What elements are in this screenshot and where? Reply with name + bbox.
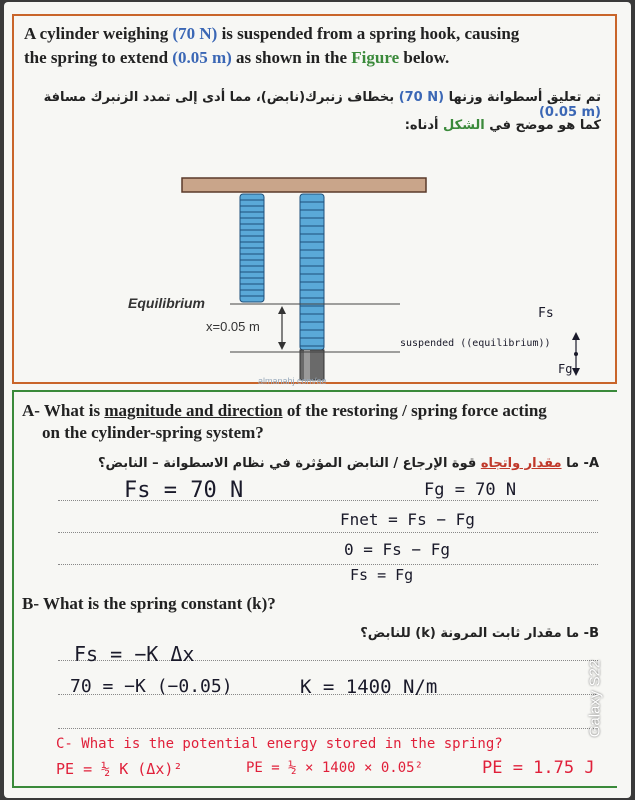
intro-text: below.: [399, 48, 450, 67]
answer-a-fnet: Fnet = Fs − Fg: [340, 510, 475, 529]
answer-b-l2: 70 = −K (−0.05): [70, 676, 233, 697]
intro-text: the spring to extend: [24, 48, 173, 67]
fg-label: Fg: [558, 362, 573, 376]
answer-b-l1: Fs = −K Δx: [74, 642, 195, 666]
qa-underlined: magnitude and direction: [104, 401, 283, 420]
question-c: C- What is the potential energy stored in the spring?: [56, 736, 503, 752]
answer-c-pe3: PE = 1.75 J: [482, 758, 595, 778]
ar-weight: (70 N): [398, 90, 445, 105]
qa-text: A- What is: [22, 401, 105, 420]
answer-line: [58, 728, 598, 729]
answer-c-pe1: PE = ½ K (Δx)²: [56, 760, 183, 778]
question-a-ar: [39, 456, 599, 471]
spring-figure: [14, 166, 615, 382]
fs-label: Fs: [538, 306, 554, 321]
answer-c-pe2: PE = ½ × 1400 × 0.05²: [246, 760, 424, 776]
site-watermark: almanahj.com/ae: [258, 376, 327, 386]
equilibrium-label: Equilibrium: [128, 295, 205, 311]
problem-statement-ar-2: [31, 118, 601, 133]
ar-text: كما هو موضح في: [489, 118, 601, 133]
answer-line: [58, 532, 598, 533]
problem-box: [12, 14, 617, 384]
answer-a-fg: Fg = 70 N: [424, 480, 517, 500]
answer-a-zero: 0 = Fs − Fg: [344, 540, 450, 559]
question-b-ar: B- ما مقدار ثابت المرونة (k) للنابض؟: [360, 626, 599, 641]
qa-ar-underlined: مقدار واتجاه: [480, 456, 562, 471]
qa-text: on the cylinder-spring system?: [42, 423, 264, 442]
ar-text: بخطاف زنبرك(نابض)، مما أدى إلى تمدد الزنبرك مسافة: [43, 90, 395, 105]
answer-a-fs: Fs = 70 N: [124, 478, 244, 503]
weight-value: (70 N): [172, 24, 218, 43]
ar-extension: (0.05 m): [538, 105, 601, 120]
suspended-note: suspended ((equilibrium)): [400, 338, 551, 349]
qa-text: of the restoring / spring force acting: [282, 401, 547, 420]
answer-line: [58, 564, 598, 565]
ar-text: تم تعليق أسطوانة وزنها: [448, 90, 601, 105]
answer-a-eq: Fs = Fg: [350, 566, 414, 584]
qa-ar-text: A- ما: [566, 456, 599, 471]
intro-text: A cylinder weighing: [24, 24, 173, 43]
ar-text: أدناه:: [404, 118, 439, 133]
question-b: B- What is the spring constant (k)?: [22, 594, 276, 613]
problem-statement-ar-1: [31, 90, 601, 120]
qa-ar-text: قوة الإرجاع / النابض المؤثرة في نظام الاسطوانة – النابض؟: [97, 456, 477, 471]
spring-stretched: [300, 194, 324, 350]
intro-text: is suspended from a spring hook, causing: [217, 24, 520, 43]
ceiling-bar: [182, 178, 426, 192]
intro-text: as shown in the: [231, 48, 352, 67]
answer-b-l3: K = 1400 N/m: [300, 676, 438, 698]
ar-figure-word: الشكل: [443, 118, 485, 133]
camera-watermark: Galaxy S22: [586, 659, 604, 738]
extension-value: (0.05 m): [172, 48, 232, 67]
question-a: [22, 400, 607, 444]
figure-word: Figure: [351, 48, 400, 67]
extension-label: x=0.05 m: [206, 319, 260, 334]
problem-statement-en: [24, 22, 609, 70]
questions-box: [12, 390, 617, 788]
